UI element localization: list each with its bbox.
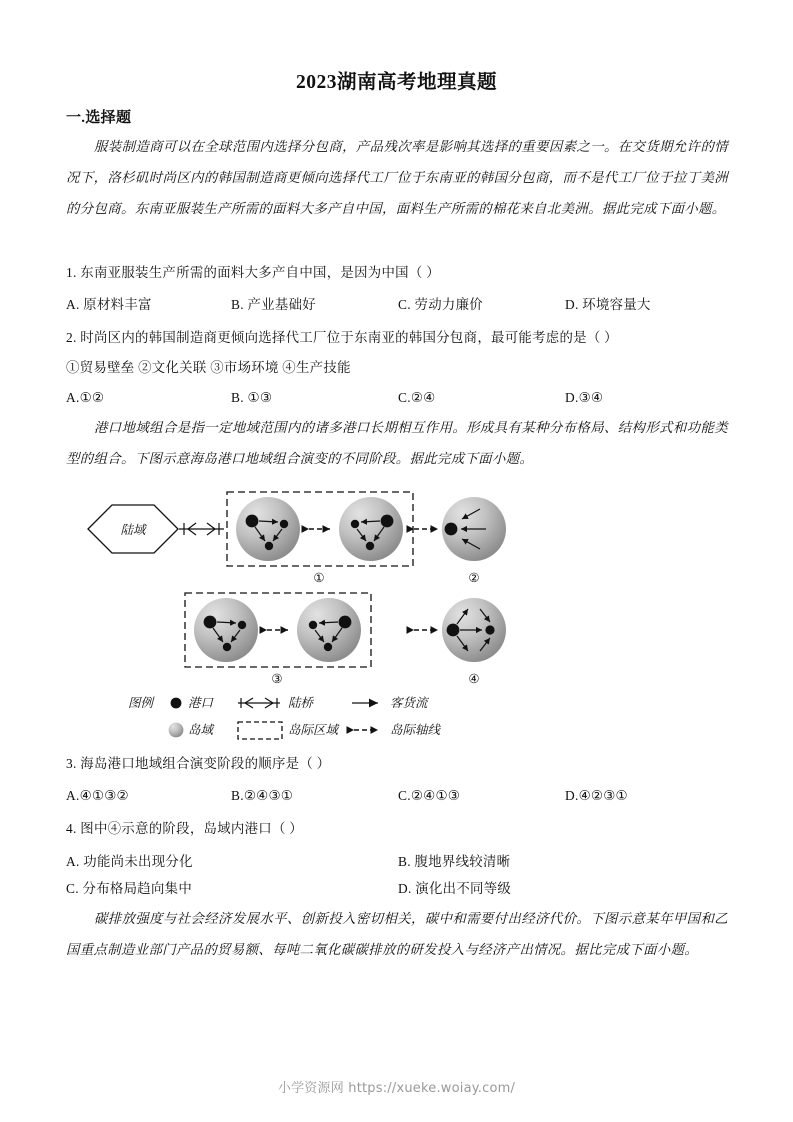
port-major bbox=[447, 624, 460, 637]
port-minor bbox=[223, 643, 231, 651]
port-minor bbox=[351, 520, 359, 528]
question-1-stem: 1. 东南亚服装生产所需的面料大多产自中国，是因为中国（ ） bbox=[66, 265, 440, 280]
stage-1-group bbox=[227, 492, 413, 585]
question-1-option-c[interactable]: C. 劳动力廉价 bbox=[398, 297, 483, 312]
mainland-label: 陆域 bbox=[120, 523, 146, 537]
port-major bbox=[246, 515, 259, 528]
port-minor bbox=[324, 643, 332, 651]
port-major bbox=[445, 523, 458, 536]
question-4-stem: 4. 图中④示意的阶段，岛域内港口（ ） bbox=[66, 821, 303, 836]
footer-watermark bbox=[0, 1077, 793, 1096]
legend-land-bridge-icon bbox=[238, 698, 280, 708]
question-1-option-a[interactable]: A. 原材料丰富 bbox=[66, 297, 152, 312]
stage-3-island-left bbox=[194, 598, 258, 662]
question-4-option-b[interactable]: B. 腹地界线较清晰 bbox=[398, 854, 511, 869]
stage-2-group bbox=[414, 497, 506, 585]
stage-3-label: ③ bbox=[271, 672, 283, 686]
passage-paragraph-2: 港口地域组合是指一定地域范围内的诸多港口长期相互作用。形成具有某种分布格局、结构形式和功能类型的组合。下图示意海岛港口地域组合演变的不同阶段。据此完成下面小题。 bbox=[66, 420, 728, 466]
legend-label-island: 岛域 bbox=[188, 723, 214, 737]
question-2-subitems: ①贸易壁垒 ②文化关联 ③市场环境 ④生产技能 bbox=[66, 360, 351, 375]
figure-legend bbox=[128, 696, 442, 739]
legend-label-port: 港口 bbox=[188, 696, 214, 710]
section-heading: 一.选择题 bbox=[66, 110, 132, 126]
stage-1-island-right bbox=[339, 497, 403, 561]
port-major bbox=[339, 616, 352, 629]
question-3-option-d[interactable]: D.④②③① bbox=[565, 788, 628, 803]
port-minor bbox=[265, 542, 273, 550]
passage-paragraph-3: 碳排放强度与社会经济发展水平、创新投入密切相关，碳中和需要付出经济代价。下图示意某年甲国和乙国重点制造业部门产品的贸易额、每吨二氧化碳碳排放的研发投入与经济产出情况。据比完成下面小题。 bbox=[66, 911, 728, 957]
legend-port-icon bbox=[171, 698, 182, 709]
legend-label-land-bridge: 陆桥 bbox=[288, 696, 314, 710]
port-minor bbox=[309, 621, 317, 629]
question-1-option-d[interactable]: D. 环境容量大 bbox=[565, 297, 651, 312]
mainland-hexagon bbox=[88, 505, 178, 553]
question-4-option-d[interactable]: D. 演化出不同等级 bbox=[398, 881, 512, 896]
question-2-option-c[interactable]: C.②④ bbox=[398, 390, 436, 405]
page-title: 2023湖南高考地理真题 bbox=[295, 72, 497, 93]
question-4-option-c[interactable]: C. 分布格局趋向集中 bbox=[66, 881, 193, 896]
legend-inter-island-region-icon bbox=[238, 722, 282, 739]
stage-4-label: ④ bbox=[468, 672, 480, 686]
port-minor bbox=[280, 520, 288, 528]
port-minor bbox=[485, 625, 494, 634]
port-minor bbox=[238, 621, 246, 629]
stage-3-island-right bbox=[297, 598, 361, 662]
footer-site-name: 小学资源网 bbox=[277, 1081, 344, 1096]
stage-2-label: ② bbox=[468, 571, 480, 585]
legend-island-icon bbox=[169, 723, 184, 738]
stage-3-group bbox=[185, 593, 371, 686]
question-2-option-a[interactable]: A.①② bbox=[66, 390, 105, 405]
footer-url: https://xueke.woiay.com/ bbox=[348, 1081, 516, 1096]
question-2-stem: 2. 时尚区内的韩国制造商更倾向选择代工厂位于东南亚的韩国分包商，最可能考虑的是（ ） bbox=[66, 330, 618, 345]
legend-label-inter-island-axis: 岛际轴线 bbox=[390, 723, 441, 737]
legend-title: 图例 bbox=[128, 696, 154, 710]
stage-1-label: ① bbox=[313, 571, 325, 585]
stage-1-island-left bbox=[236, 497, 300, 561]
question-2-option-b[interactable]: B. ①③ bbox=[231, 390, 273, 405]
question-1-option-b[interactable]: B. 产业基础好 bbox=[231, 297, 316, 312]
legend-label-flow: 客货流 bbox=[390, 696, 428, 710]
port-major bbox=[204, 616, 217, 629]
port-major bbox=[381, 515, 394, 528]
port-minor bbox=[366, 542, 374, 550]
port-evolution-figure bbox=[66, 483, 728, 748]
question-3-option-b[interactable]: B.②④③① bbox=[231, 788, 294, 803]
question-3-stem: 3. 海岛港口地域组合演变阶段的顺序是（ ） bbox=[66, 756, 331, 771]
stage-4-group bbox=[414, 598, 506, 686]
question-4-option-a[interactable]: A. 功能尚未出现分化 bbox=[66, 854, 193, 869]
legend-label-inter-island-region: 岛际区域 bbox=[288, 723, 339, 737]
question-3-option-c[interactable]: C.②④①③ bbox=[398, 788, 461, 803]
question-2-option-d[interactable]: D.③④ bbox=[565, 390, 604, 405]
passage-paragraph-1: 服装制造商可以在全球范围内选择分包商，产品残次率是影响其选择的重要因素之一。在交货期允许的情况下，洛杉矶时尚区内的韩国制造商更倾向选择代工厂位于东南亚的韩国分包商，而不是代工厂位于拉丁美洲的分包商。东南亚服装生产所需的面料大多产自中国，面料生产所需的棉花来自北美洲。据此完成下面小题。 bbox=[66, 139, 728, 216]
question-3-option-a[interactable]: A.④①③② bbox=[66, 788, 129, 803]
land-bridge-connector bbox=[179, 523, 224, 535]
